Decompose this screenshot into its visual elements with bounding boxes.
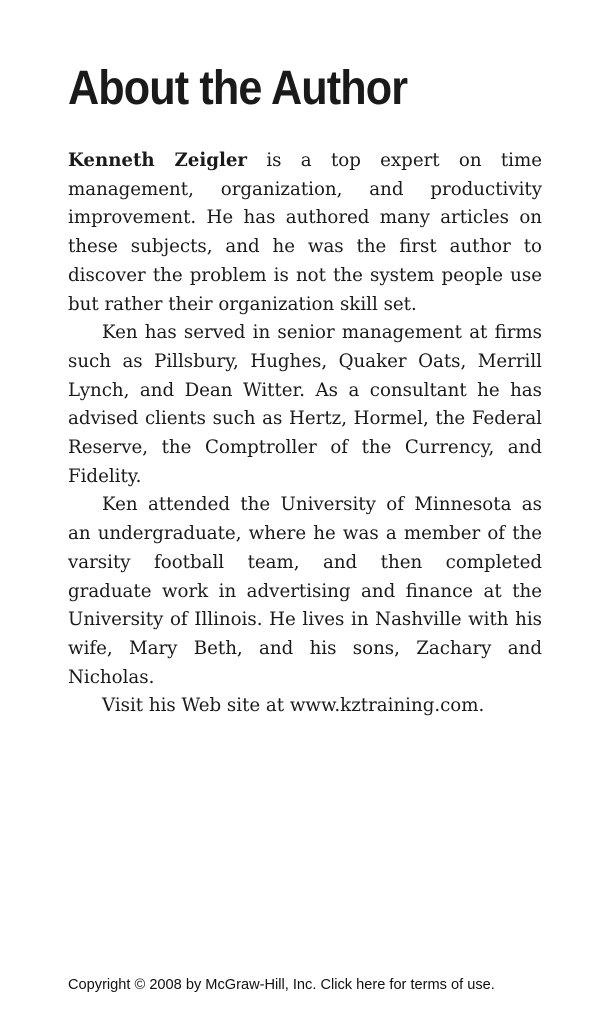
website-suffix: . bbox=[478, 695, 485, 717]
bio-paragraph-1-text: is a top expert on time management, organization, and productivity improvement. He has authored many articles on these subjects, and he was the first author to discover the problem is not the system people use but rather their organization skill set. bbox=[68, 150, 543, 315]
terms-of-use-link[interactable]: Click here for terms of use. bbox=[320, 977, 495, 993]
copyright-text: Copyright © 2008 by McGraw-Hill, Inc. bbox=[68, 977, 321, 993]
website-prefix: Visit his Web site at bbox=[102, 695, 290, 717]
bio-paragraph-2: Ken has served in senior management at firms such as Pillsbury, Hughes, Quaker Oats, Merrill Lynch, and Dean Witter. As a consultant he has advised clients such as Hertz, Hormel, the Federal Reserve, the Comptroller of the Currency, and Fidelity. bbox=[68, 322, 542, 487]
author-name: Kenneth Zeigler bbox=[68, 150, 248, 171]
author-bio bbox=[68, 147, 542, 721]
page-title: About the Author bbox=[68, 62, 408, 115]
bio-paragraph-4 bbox=[68, 692, 542, 721]
bio-paragraph-3: Ken attended the University of Minnesota as an undergraduate, where he was a member of the varsity football team, and then completed graduate work in advertising and finance at the University of Illinois. He lives in Nashville with his wife, Mary Beth, and his sons, Zachary and Nicholas. bbox=[68, 494, 542, 688]
website-link[interactable]: www.kztraining.com bbox=[289, 695, 479, 717]
bio-paragraph-1 bbox=[68, 147, 542, 319]
copyright-footer bbox=[68, 975, 495, 995]
